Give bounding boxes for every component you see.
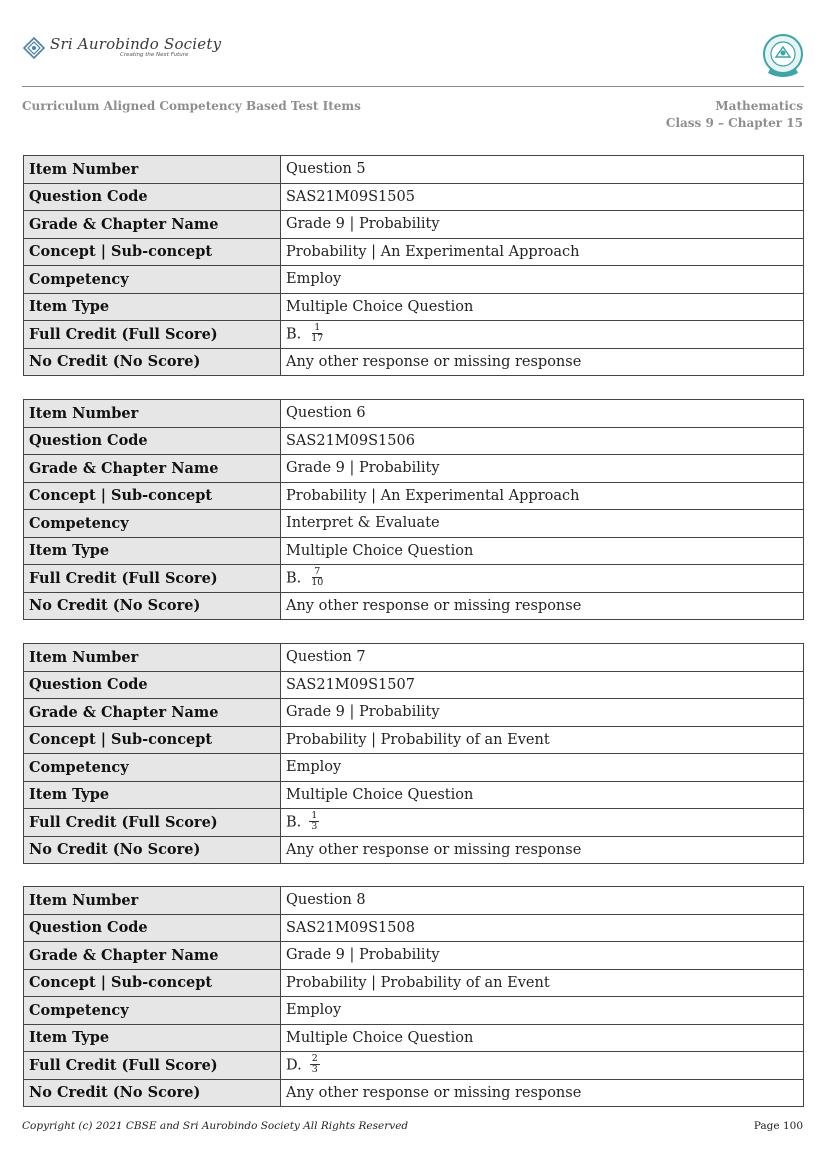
question-code-value: SAS21M09S1505 — [281, 183, 804, 211]
concept-value: Probability | Probability of an Event — [281, 726, 804, 754]
full-credit-label: Full Credit (Full Score) — [24, 809, 281, 837]
table-row — [24, 427, 804, 455]
item-type-value: Multiple Choice Question — [281, 781, 804, 809]
question-code-value: SAS21M09S1506 — [281, 427, 804, 455]
no-credit-label: No Credit (No Score) — [24, 836, 281, 864]
concept-label: Concept | Sub-concept — [24, 726, 281, 754]
table-row — [24, 592, 804, 620]
full-credit-value — [281, 1052, 804, 1080]
full-credit-value — [281, 321, 804, 349]
table-row — [24, 997, 804, 1025]
table-row — [24, 183, 804, 211]
item-table-question-5 — [23, 155, 804, 376]
competency-value: Employ — [281, 997, 804, 1025]
table-row — [24, 969, 804, 997]
copyright-notice: Copyright (c) 2021 CBSE and Sri Aurobindo Society All Rights Reserved — [22, 1120, 409, 1132]
competency-label: Competency — [24, 510, 281, 538]
table-row — [24, 754, 804, 782]
table-row — [24, 565, 804, 593]
fraction-numerator: 1 — [311, 809, 318, 821]
table-row — [24, 836, 804, 864]
table-row — [24, 942, 804, 970]
full-credit-value — [281, 809, 804, 837]
no-credit-value: Any other response or missing response — [281, 836, 804, 864]
question-code-value: SAS21M09S1508 — [281, 914, 804, 942]
no-credit-label: No Credit (No Score) — [24, 348, 281, 376]
class-chapter: Class 9 – Chapter 15 — [665, 116, 803, 130]
item-table-question-8 — [23, 886, 804, 1107]
logo-tagline-text: Creating the Next Future — [120, 52, 189, 59]
item-type-label: Item Type — [24, 293, 281, 321]
concept-label: Concept | Sub-concept — [24, 238, 281, 266]
item-type-label: Item Type — [24, 781, 281, 809]
grade-chapter-value: Grade 9 | Probability — [281, 211, 804, 239]
item-number-label: Item Number — [24, 156, 281, 184]
item-table-question-7 — [23, 643, 804, 864]
item-number-value: Question 7 — [281, 644, 804, 672]
answer-fraction — [309, 567, 325, 588]
no-credit-value: Any other response or missing response — [281, 1079, 804, 1107]
table-row — [24, 537, 804, 565]
table-row — [24, 348, 804, 376]
table-row — [24, 887, 804, 915]
subject-heading — [666, 98, 803, 132]
table-row — [24, 510, 804, 538]
table-row — [24, 781, 804, 809]
grade-chapter-value: Grade 9 | Probability — [281, 455, 804, 483]
answer-fraction — [309, 323, 325, 344]
concept-label: Concept | Sub-concept — [24, 482, 281, 510]
concept-value: Probability | Probability of an Event — [281, 969, 804, 997]
table-row — [24, 211, 804, 239]
page-number: Page 100 — [753, 1120, 803, 1132]
fraction-denominator: 10 — [311, 576, 324, 588]
subject-name: Mathematics — [715, 99, 803, 113]
table-row — [24, 455, 804, 483]
fraction-numerator: 1 — [314, 321, 321, 333]
item-number-label: Item Number — [24, 400, 281, 428]
competency-label: Competency — [24, 266, 281, 294]
grade-chapter-value: Grade 9 | Probability — [281, 699, 804, 727]
table-row — [24, 726, 804, 754]
item-type-value: Multiple Choice Question — [281, 1024, 804, 1052]
table-row — [24, 293, 804, 321]
table-row — [24, 400, 804, 428]
full-credit-label: Full Credit (Full Score) — [24, 1052, 281, 1080]
full-credit-label: Full Credit (Full Score) — [24, 565, 281, 593]
competency-value: Employ — [281, 266, 804, 294]
table-row — [24, 809, 804, 837]
grade-chapter-label: Grade & Chapter Name — [24, 699, 281, 727]
table-row — [24, 482, 804, 510]
table-row — [24, 699, 804, 727]
answer-option: D. — [286, 1057, 302, 1074]
grade-chapter-value: Grade 9 | Probability — [281, 942, 804, 970]
table-row — [24, 1079, 804, 1107]
answer-option: B. — [286, 570, 302, 587]
table-row — [24, 321, 804, 349]
grade-chapter-label: Grade & Chapter Name — [24, 455, 281, 483]
table-row — [24, 156, 804, 184]
fraction-numerator: 7 — [314, 565, 321, 577]
society-emblem-icon — [22, 36, 46, 60]
answer-option: B. — [286, 814, 302, 831]
item-type-value: Multiple Choice Question — [281, 293, 804, 321]
table-row — [24, 1052, 804, 1080]
competency-value: Interpret & Evaluate — [281, 510, 804, 538]
concept-value: Probability | An Experimental Approach — [281, 238, 804, 266]
grade-chapter-label: Grade & Chapter Name — [24, 942, 281, 970]
item-number-value: Question 6 — [281, 400, 804, 428]
question-code-label: Question Code — [24, 914, 281, 942]
question-code-value: SAS21M09S1507 — [281, 671, 804, 699]
logo-name-text: Sri Aurobindo Society — [50, 35, 222, 54]
question-code-label: Question Code — [24, 427, 281, 455]
grade-chapter-label: Grade & Chapter Name — [24, 211, 281, 239]
answer-fraction — [310, 1054, 320, 1075]
sri-aurobindo-society-logo — [22, 36, 221, 60]
item-number-label: Item Number — [24, 644, 281, 672]
header-rule — [22, 86, 804, 87]
item-number-value: Question 5 — [281, 156, 804, 184]
item-number-label: Item Number — [24, 887, 281, 915]
document-series-title: Curriculum Aligned Competency Based Test Items — [22, 99, 361, 113]
question-code-label: Question Code — [24, 671, 281, 699]
question-code-label: Question Code — [24, 183, 281, 211]
item-type-value: Multiple Choice Question — [281, 537, 804, 565]
no-credit-value: Any other response or missing response — [281, 348, 804, 376]
fraction-denominator: 17 — [311, 332, 324, 344]
table-row — [24, 266, 804, 294]
competency-label: Competency — [24, 997, 281, 1025]
competency-value: Employ — [281, 754, 804, 782]
item-table-question-6 — [23, 399, 804, 620]
cbse-seal-icon — [760, 33, 806, 83]
table-row — [24, 238, 804, 266]
item-type-label: Item Type — [24, 1024, 281, 1052]
answer-fraction — [309, 811, 319, 832]
fraction-numerator: 2 — [311, 1052, 318, 1064]
full-credit-label: Full Credit (Full Score) — [24, 321, 281, 349]
concept-label: Concept | Sub-concept — [24, 969, 281, 997]
table-row — [24, 644, 804, 672]
no-credit-label: No Credit (No Score) — [24, 592, 281, 620]
table-row — [24, 671, 804, 699]
answer-option: B. — [286, 326, 302, 343]
full-credit-value — [281, 565, 804, 593]
no-credit-label: No Credit (No Score) — [24, 1079, 281, 1107]
competency-label: Competency — [24, 754, 281, 782]
fraction-denominator: 3 — [311, 1063, 318, 1075]
item-number-value: Question 8 — [281, 887, 804, 915]
table-row — [24, 914, 804, 942]
item-type-label: Item Type — [24, 537, 281, 565]
no-credit-value: Any other response or missing response — [281, 592, 804, 620]
fraction-denominator: 3 — [311, 820, 318, 832]
concept-value: Probability | An Experimental Approach — [281, 482, 804, 510]
table-row — [24, 1024, 804, 1052]
